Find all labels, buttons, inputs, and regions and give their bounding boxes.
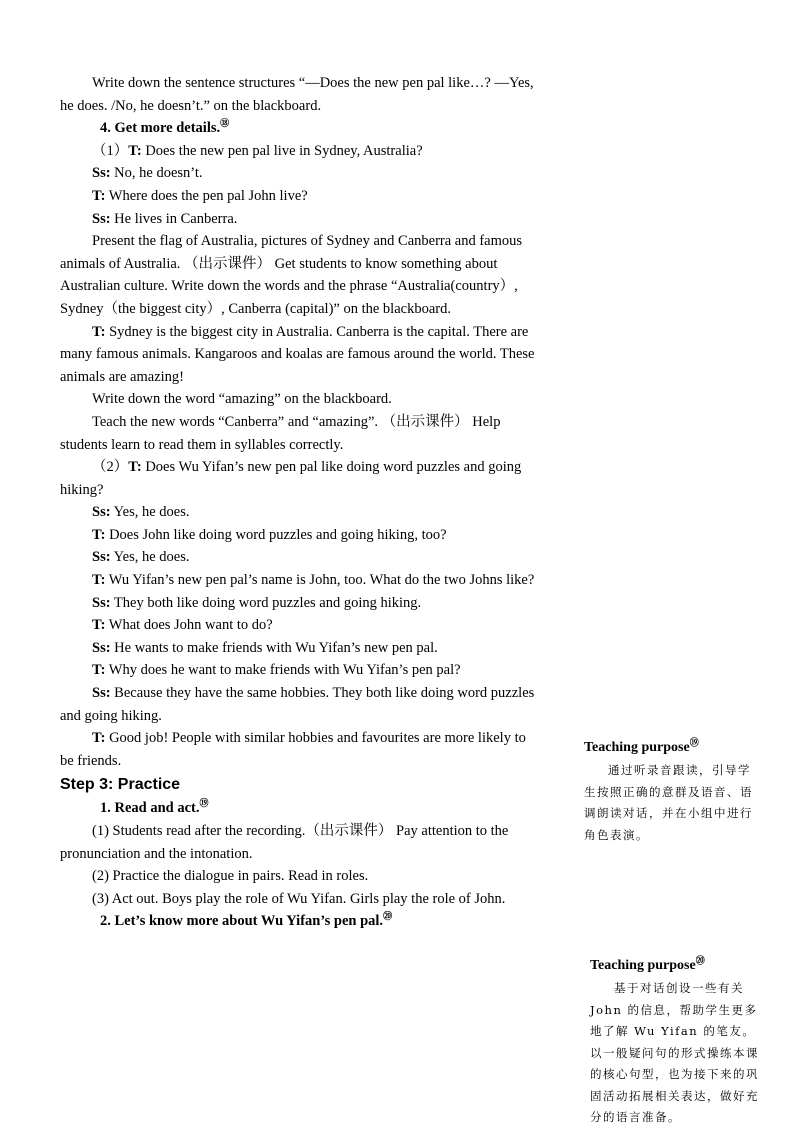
speaker-label: Ss: — [92, 549, 111, 566]
dialogue-line: T: Good job! People with similar hobbies and favourites are more likely to be friends. — [60, 730, 526, 769]
dialogue-line: T: Sydney is the biggest city in Australia. Canberra is the capital. There are many famous animals. Kangaroos and koalas are famous around the world. These animals are amazing! — [60, 323, 535, 385]
speaker-label: T: — [128, 459, 142, 476]
dialogue-line: Ss: Yes, he does. — [92, 504, 190, 521]
speaker-label: T: — [92, 617, 106, 634]
annotation-marker: ⑲ — [689, 737, 699, 748]
annotation-marker: ⑲ — [199, 798, 209, 809]
speaker-label: Ss: — [92, 594, 111, 611]
speaker-label: Ss: — [92, 685, 111, 702]
dialogue-line: Ss: Yes, he does. — [92, 549, 190, 566]
annotation-marker: ⑱ — [220, 118, 230, 129]
note-text: 基于对话创设一些有关 John 的信息，帮助学生更多地了解 Wu Yifan 的笔友。以一般疑问句的形式操练本课的核心句型，也为接下来的巩固活动拓展相关表达，做好充分的语言准备。 — [590, 981, 759, 1124]
speaker-label: T: — [92, 662, 106, 679]
dialogue-line: Ss: Because they have the same hobbies. They both like doing word puzzles and going hiking. — [60, 685, 535, 724]
heading-read-and-act: 1. Read and act.⑲ — [100, 798, 209, 817]
practice-item: (2) Practice the dialogue in pairs. Read in roles. — [92, 868, 369, 885]
lesson-plan-main-column — [60, 72, 540, 933]
practice-item: (1) Students read after the recording.（出示课件） Pay attention to the pronunciation and the intonation. — [60, 823, 509, 862]
dialogue-line: T: Why does he want to make friends with Wu Yifan’s pen pal? — [92, 662, 461, 679]
dialogue-line: Ss: They both like doing word puzzles and going hiking. — [92, 594, 422, 611]
dialogue-line: （1）T: Does the new pen pal live in Sydney, Australia? — [92, 142, 423, 159]
teaching-purpose-note-1 — [584, 738, 760, 846]
teaching-purpose-note-2 — [590, 956, 766, 1129]
annotation-marker: ⑳ — [695, 955, 705, 966]
paragraph-present-australia: Present the flag of Australia, pictures of Sydney and Canberra and famous animals of Australia. （出示课件） Get students to know something about Australian culture. Write down the words and the phrase “Australia(country）, Sydney（the biggest city）, Canberra (capital)” on the blackboard. — [60, 233, 523, 317]
speaker-label: Ss: — [92, 504, 111, 521]
dialogue-line: Ss: He wants to make friends with Wu Yifan’s new pen pal. — [92, 639, 438, 656]
speaker-label: T: — [92, 572, 106, 589]
note-title: Teaching purpose⑲ — [584, 737, 699, 755]
speaker-label: T: — [128, 142, 142, 159]
heading-get-more-details: 4. Get more details.⑱ — [100, 118, 230, 137]
paragraph-sentence-structures: Write down the sentence structures “—Does the new pen pal like…? —Yes, he does. /No, he doesn’t.” on the blackboard. — [60, 75, 534, 114]
heading-know-more: 2. Let’s know more about Wu Yifan’s pen pal.⑳ — [100, 911, 393, 930]
note-title: Teaching purpose⑳ — [590, 955, 705, 973]
dialogue-line: T: What does John want to do? — [92, 617, 273, 634]
practice-item: (3) Act out. Boys play the role of Wu Yifan. Girls play the role of John. — [92, 890, 506, 907]
note-text: 通过听录音跟读，引导学生按照正确的意群及语音、语调朗读对话，并在小组中进行角色表演。 — [584, 763, 753, 842]
dialogue-line: T: Where does the pen pal John live? — [92, 187, 308, 204]
speaker-label: Ss: — [92, 639, 111, 656]
dialogue-line: Ss: He lives in Canberra. — [92, 210, 238, 227]
annotation-marker: ⑳ — [383, 911, 393, 922]
speaker-label: T: — [92, 323, 106, 340]
dialogue-line: （2）T: Does Wu Yifan’s new pen pal like doing word puzzles and going hiking? — [60, 459, 522, 498]
step-3-heading: Step 3: Practice — [60, 776, 181, 794]
dialogue-line: T: Wu Yifan’s new pen pal’s name is John, too. What do the two Johns like? — [92, 572, 535, 589]
speaker-label: Ss: — [92, 210, 111, 227]
speaker-label: Ss: — [92, 165, 111, 182]
paragraph-teach-words: Teach the new words “Canberra” and “amazing”. （出示课件） Help students learn to read them in syllables correctly. — [60, 413, 501, 453]
speaker-label: T: — [92, 526, 106, 543]
speaker-label: T: — [92, 187, 106, 204]
speaker-label: T: — [92, 730, 106, 747]
dialogue-line: Ss: No, he doesn’t. — [92, 165, 203, 182]
paragraph-write-amazing: Write down the word “amazing” on the blackboard. — [92, 391, 392, 408]
dialogue-line: T: Does John like doing word puzzles and going hiking, too? — [92, 526, 447, 543]
